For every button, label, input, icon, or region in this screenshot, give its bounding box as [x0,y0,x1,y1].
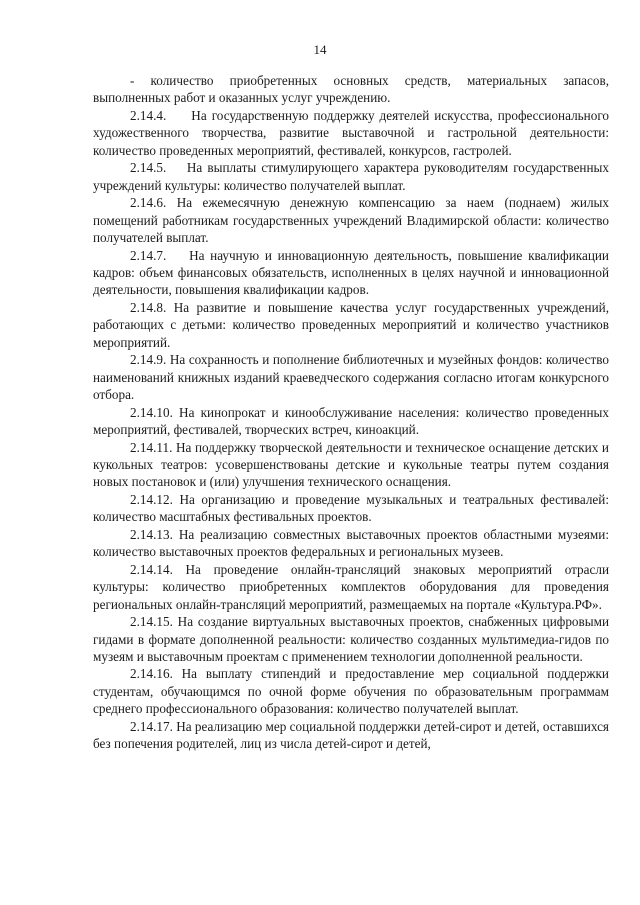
paragraph-2-14-11: 2.14.11. На поддержку творческой деятельности и техническое оснащение детских и кукольных театров: усовершенствованы детские и кукольные театры путем создания новых постановок и (или) улучшения технического оснащения. [93,439,609,490]
document-body [93,72,609,753]
paragraph-2-14-8: 2.14.8. На развитие и повышение качества услуг государственных учреждений, работающих с детьми: количество проведенных мероприятий и количество участников мероприятий. [93,299,609,350]
paragraph-2-14-5: 2.14.5. На выплаты стимулирующего характера руководителям государственных учреждений культуры: количество получателей выплат. [93,160,609,193]
paragraph-2-14-17: 2.14.17. На реализацию мер социальной поддержки детей-сирот и детей, оставшихся без попечения родителей, лиц из числа детей-сирот и детей, [93,718,609,752]
paragraph-2-14-16: 2.14.16. На выплату стипендий и предоставление мер социальной поддержки студентам, обучающимся по очной форме обучения по образовательным программам среднего профессионального образования: количество получателей выплат. [93,666,609,717]
paragraph-2-14-14: 2.14.14. На проведение онлайн-трансляций знаковых мероприятий отрасли культуры: количество приобретенных комплектов оборудования для проведения региональных онлайн-трансляций мероприятий, размещаемых на портале «Культура.РФ». [93,561,609,612]
paragraph-2-14-13: 2.14.13. На реализацию совместных выставочных проектов областными музеями: количество выставочных проектов федеральных и региональных музеев. [93,526,609,560]
paragraph-2-14-6: 2.14.6. На ежемесячную денежную компенсацию за наем (поднаем) жилых помещений работникам государственных учреждений Владимирской области: количество получателей выплат. [93,195,609,246]
paragraph-2-14-10: 2.14.10. На кинопрокат и кинообслуживание населения: количество проведенных мероприятий, фестивалей, творческих встреч, киноакций. [93,404,609,438]
paragraph-2-14-7: 2.14.7. На научную и инновационную деятельность, повышение квалификации кадров: объем финансовых обязательств, исполненных в целях научной и инновационной деятельности, повышения квалификации кадров. [93,247,609,298]
page-number: 14 [313,42,327,57]
paragraph-2-14-15: 2.14.15. На создание виртуальных выставочных проектов, снабженных цифровыми гидами в формате дополненной реальности: количество созданных мультимедиа-гидов по музеям и выставочным проектам с применением технологии дополненной реальности. [93,614,609,664]
paragraph-2-14-9: 2.14.9. На сохранность и пополнение библиотечных и музейных фондов: количество наименований книжных изданий краеведческого содержания согласно итогам конкурсного отбора. [93,352,609,403]
paragraph-intro: - количество приобретенных основных средств, материальных запасов, выполненных работ и оказанных услуг учреждению. [93,73,609,106]
paragraph-2-14-4: 2.14.4. На государственную поддержку деятелей искусства, профессионального художественного творчества, развитие выставочной и гастрольной деятельности: количество проведенных мероприятий, фестивалей, конкурсов, гастролей. [93,107,609,158]
paragraph-2-14-12: 2.14.12. На организацию и проведение музыкальных и театральных фестивалей: количество масштабных фестивальных проектов. [93,491,609,525]
